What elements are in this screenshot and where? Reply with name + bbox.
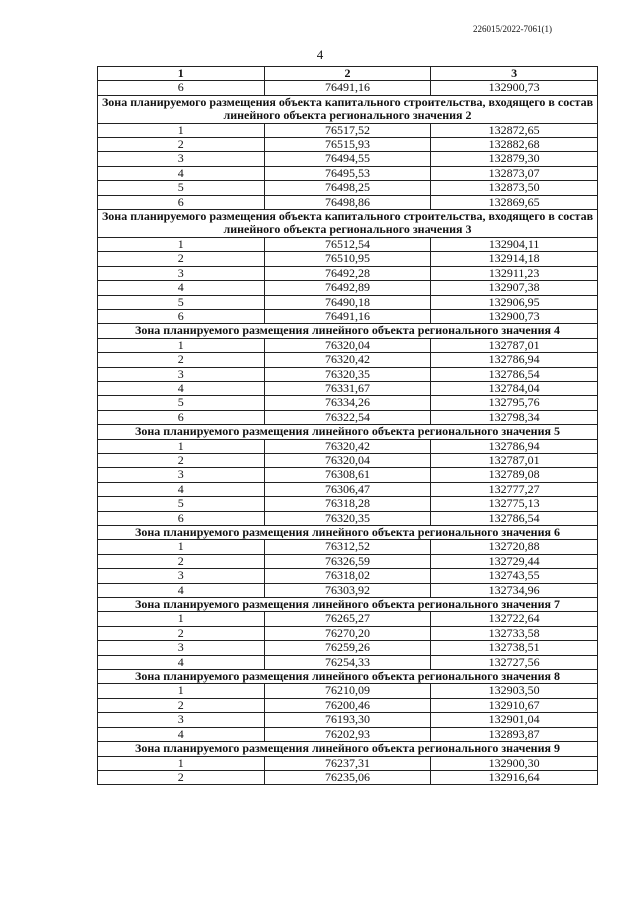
x-coordinate-cell: 76235,06 [264, 770, 431, 784]
table-header-row [98, 67, 598, 81]
table-row [98, 410, 598, 424]
point-number-cell: 4 [98, 381, 265, 395]
y-coordinate-cell: 132795,76 [431, 396, 598, 410]
x-coordinate-cell: 76495,53 [264, 166, 431, 180]
y-coordinate-cell: 132729,44 [431, 554, 598, 568]
table-row [98, 367, 598, 381]
zone-header-row [98, 324, 598, 338]
x-coordinate-cell: 76320,42 [264, 353, 431, 367]
x-coordinate-cell: 76334,26 [264, 396, 431, 410]
point-number-cell: 3 [98, 641, 265, 655]
table-row [98, 237, 598, 251]
y-coordinate-cell: 132786,54 [431, 511, 598, 525]
y-coordinate-cell: 132904,11 [431, 237, 598, 251]
point-number-cell: 2 [98, 252, 265, 266]
y-coordinate-cell: 132743,55 [431, 569, 598, 583]
y-coordinate-cell: 132910,67 [431, 698, 598, 712]
column-header: 1 [98, 67, 265, 81]
x-coordinate-cell: 76237,31 [264, 756, 431, 770]
y-coordinate-cell: 132906,95 [431, 295, 598, 309]
y-coordinate-cell: 132882,68 [431, 138, 598, 152]
y-coordinate-cell: 132903,50 [431, 684, 598, 698]
point-number-cell: 1 [98, 123, 265, 137]
x-coordinate-cell: 76200,46 [264, 698, 431, 712]
table-row [98, 266, 598, 280]
table-row [98, 81, 598, 95]
page-number: 4 [316, 47, 324, 62]
point-number-cell: 5 [98, 295, 265, 309]
y-coordinate-cell: 132869,65 [431, 195, 598, 209]
y-coordinate-cell: 132787,01 [431, 453, 598, 467]
point-number-cell: 3 [98, 569, 265, 583]
y-coordinate-cell: 132893,87 [431, 727, 598, 741]
table-row [98, 195, 598, 209]
y-coordinate-cell: 132873,50 [431, 181, 598, 195]
x-coordinate-cell: 76320,42 [264, 439, 431, 453]
y-coordinate-cell: 132907,38 [431, 281, 598, 295]
table-row [98, 684, 598, 698]
y-coordinate-cell: 132916,64 [431, 770, 598, 784]
table-row [98, 181, 598, 195]
table-row [98, 641, 598, 655]
table-row [98, 309, 598, 323]
table-row [98, 353, 598, 367]
y-coordinate-cell: 132733,58 [431, 626, 598, 640]
x-coordinate-cell: 76320,04 [264, 453, 431, 467]
zone-header-row [98, 526, 598, 540]
x-coordinate-cell: 76193,30 [264, 713, 431, 727]
zone-title: Зона планируемого размещения объекта капитального строительства, входящего в состав линейного объекта регионального значения 3 [98, 210, 598, 238]
point-number-cell: 6 [98, 410, 265, 424]
x-coordinate-cell: 76312,52 [264, 540, 431, 554]
zone-title: Зона планируемого размещения линейного объекта регионального значения 4 [98, 324, 598, 338]
point-number-cell: 2 [98, 626, 265, 640]
x-coordinate-cell: 76254,33 [264, 655, 431, 669]
point-number-cell: 3 [98, 468, 265, 482]
point-number-cell: 5 [98, 181, 265, 195]
y-coordinate-cell: 132786,94 [431, 353, 598, 367]
point-number-cell: 1 [98, 439, 265, 453]
table-row [98, 281, 598, 295]
x-coordinate-cell: 76492,89 [264, 281, 431, 295]
y-coordinate-cell: 132911,23 [431, 266, 598, 280]
x-coordinate-cell: 76202,93 [264, 727, 431, 741]
point-number-cell: 6 [98, 309, 265, 323]
table-row [98, 540, 598, 554]
table-row [98, 396, 598, 410]
point-number-cell: 1 [98, 684, 265, 698]
point-number-cell: 6 [98, 195, 265, 209]
table-row [98, 626, 598, 640]
x-coordinate-cell: 76320,04 [264, 338, 431, 352]
point-number-cell: 5 [98, 396, 265, 410]
point-number-cell: 4 [98, 166, 265, 180]
x-coordinate-cell: 76498,25 [264, 181, 431, 195]
zone-title: Зона планируемого размещения линейного объекта регионального значения 7 [98, 598, 598, 612]
zone-title: Зона планируемого размещения объекта капитального строительства, входящего в состав линейного объекта регионального значения 2 [98, 95, 598, 123]
point-number-cell: 4 [98, 281, 265, 295]
point-number-cell: 4 [98, 655, 265, 669]
zone-title: Зона планируемого размещения линейного объекта регионального значения 8 [98, 670, 598, 684]
x-coordinate-cell: 76498,86 [264, 195, 431, 209]
point-number-cell: 1 [98, 237, 265, 251]
table-row [98, 569, 598, 583]
point-number-cell: 2 [98, 353, 265, 367]
x-coordinate-cell: 76515,93 [264, 138, 431, 152]
zone-header-row [98, 670, 598, 684]
point-number-cell: 3 [98, 367, 265, 381]
point-number-cell: 3 [98, 713, 265, 727]
table-row [98, 152, 598, 166]
y-coordinate-cell: 132901,04 [431, 713, 598, 727]
zone-title: Зона планируемого размещения линейного объекта регионального значения 6 [98, 526, 598, 540]
y-coordinate-cell: 132734,96 [431, 583, 598, 597]
zone-title: Зона планируемого размещения линейного объекта регионального значения 9 [98, 742, 598, 756]
table-row [98, 252, 598, 266]
column-header: 3 [431, 67, 598, 81]
x-coordinate-cell: 76490,18 [264, 295, 431, 309]
point-number-cell: 2 [98, 698, 265, 712]
table-row [98, 554, 598, 568]
x-coordinate-cell: 76491,16 [264, 81, 431, 95]
point-number-cell: 1 [98, 338, 265, 352]
table-row [98, 295, 598, 309]
x-coordinate-cell: 76517,52 [264, 123, 431, 137]
x-coordinate-cell: 76494,55 [264, 152, 431, 166]
y-coordinate-cell: 132798,34 [431, 410, 598, 424]
x-coordinate-cell: 76259,26 [264, 641, 431, 655]
zone-title: Зона планируемого размещения линейного объекта регионального значения 5 [98, 425, 598, 439]
table-row [98, 138, 598, 152]
table-row [98, 338, 598, 352]
y-coordinate-cell: 132738,51 [431, 641, 598, 655]
point-number-cell: 1 [98, 540, 265, 554]
table-row [98, 698, 598, 712]
x-coordinate-cell: 76308,61 [264, 468, 431, 482]
point-number-cell: 6 [98, 511, 265, 525]
coordinates-table [97, 66, 598, 785]
zone-header-row [98, 425, 598, 439]
x-coordinate-cell: 76492,28 [264, 266, 431, 280]
point-number-cell: 4 [98, 583, 265, 597]
column-header: 2 [264, 67, 431, 81]
zone-header-row [98, 95, 598, 123]
table-row [98, 713, 598, 727]
point-number-cell: 2 [98, 453, 265, 467]
y-coordinate-cell: 132727,56 [431, 655, 598, 669]
table-row [98, 381, 598, 395]
y-coordinate-cell: 132789,08 [431, 468, 598, 482]
table-row [98, 583, 598, 597]
point-number-cell: 2 [98, 138, 265, 152]
y-coordinate-cell: 132900,30 [431, 756, 598, 770]
y-coordinate-cell: 132879,30 [431, 152, 598, 166]
x-coordinate-cell: 76491,16 [264, 309, 431, 323]
y-coordinate-cell: 132777,27 [431, 482, 598, 496]
table-row [98, 770, 598, 784]
x-coordinate-cell: 76320,35 [264, 367, 431, 381]
y-coordinate-cell: 132775,13 [431, 497, 598, 511]
y-coordinate-cell: 132873,07 [431, 166, 598, 180]
point-number-cell: 1 [98, 756, 265, 770]
x-coordinate-cell: 76510,95 [264, 252, 431, 266]
x-coordinate-cell: 76320,35 [264, 511, 431, 525]
point-number-cell: 3 [98, 266, 265, 280]
y-coordinate-cell: 132900,73 [431, 309, 598, 323]
x-coordinate-cell: 76265,27 [264, 612, 431, 626]
table-row [98, 756, 598, 770]
point-number-cell: 5 [98, 497, 265, 511]
table-row [98, 727, 598, 741]
table-row [98, 453, 598, 467]
table-row [98, 612, 598, 626]
x-coordinate-cell: 76512,54 [264, 237, 431, 251]
table-row [98, 511, 598, 525]
table-row [98, 468, 598, 482]
point-number-cell: 4 [98, 482, 265, 496]
y-coordinate-cell: 132787,01 [431, 338, 598, 352]
point-number-cell: 6 [98, 81, 265, 95]
table-row [98, 655, 598, 669]
zone-header-row [98, 742, 598, 756]
table-row [98, 497, 598, 511]
x-coordinate-cell: 76303,92 [264, 583, 431, 597]
table-row [98, 439, 598, 453]
document-id: 226015/2022-7061(1) [473, 24, 552, 34]
point-number-cell: 4 [98, 727, 265, 741]
x-coordinate-cell: 76318,28 [264, 497, 431, 511]
zone-header-row [98, 598, 598, 612]
x-coordinate-cell: 76326,59 [264, 554, 431, 568]
y-coordinate-cell: 132786,94 [431, 439, 598, 453]
y-coordinate-cell: 132786,54 [431, 367, 598, 381]
y-coordinate-cell: 132720,88 [431, 540, 598, 554]
y-coordinate-cell: 132914,18 [431, 252, 598, 266]
y-coordinate-cell: 132722,64 [431, 612, 598, 626]
y-coordinate-cell: 132900,73 [431, 81, 598, 95]
table-row [98, 123, 598, 137]
x-coordinate-cell: 76210,09 [264, 684, 431, 698]
x-coordinate-cell: 76270,20 [264, 626, 431, 640]
x-coordinate-cell: 76318,02 [264, 569, 431, 583]
point-number-cell: 1 [98, 612, 265, 626]
table-row [98, 482, 598, 496]
table-body [98, 81, 598, 785]
point-number-cell: 2 [98, 770, 265, 784]
zone-header-row [98, 210, 598, 238]
point-number-cell: 3 [98, 152, 265, 166]
x-coordinate-cell: 76331,67 [264, 381, 431, 395]
y-coordinate-cell: 132872,65 [431, 123, 598, 137]
point-number-cell: 2 [98, 554, 265, 568]
table-row [98, 166, 598, 180]
y-coordinate-cell: 132784,04 [431, 381, 598, 395]
x-coordinate-cell: 76306,47 [264, 482, 431, 496]
x-coordinate-cell: 76322,54 [264, 410, 431, 424]
